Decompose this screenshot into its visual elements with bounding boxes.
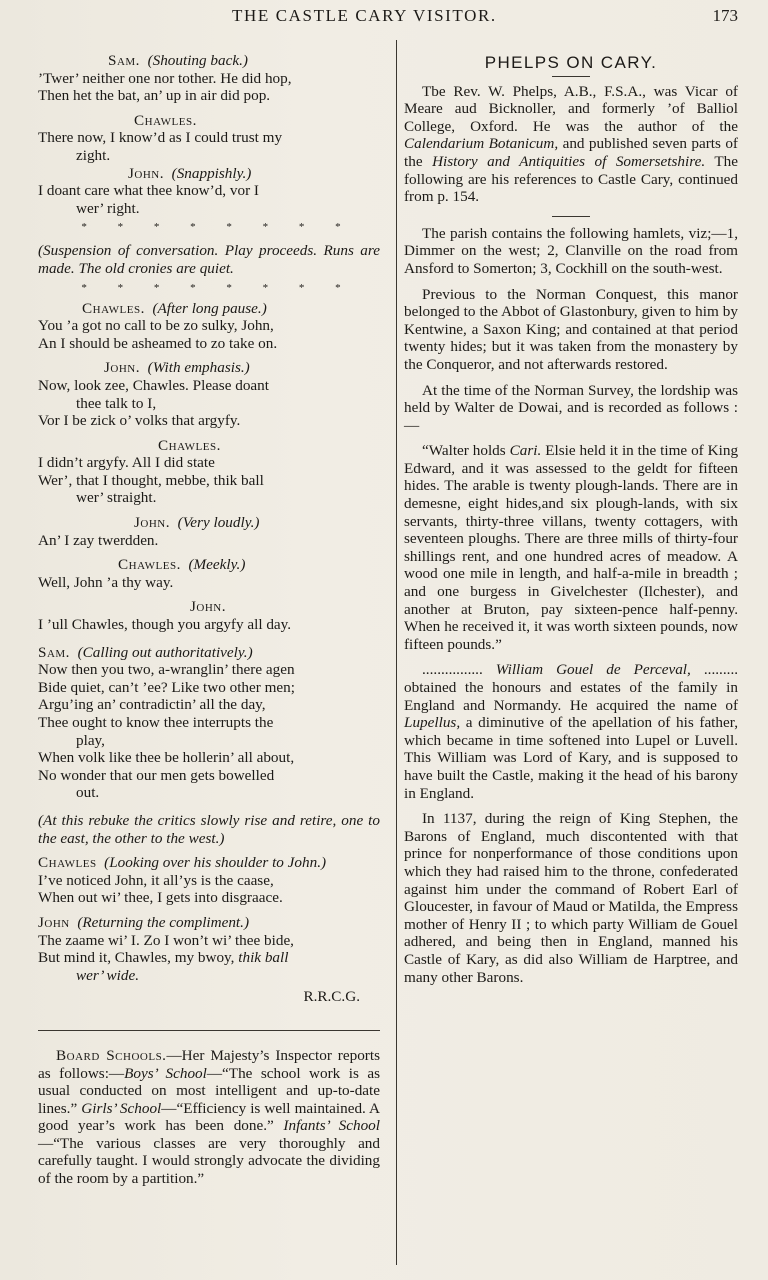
speaker-name: John	[38, 913, 70, 931]
verse-line: Thee ought to know thee interrupts the	[38, 714, 274, 731]
speaker-name: Chawles.	[82, 299, 145, 317]
intro-paragraph: Tbe Rev. W. Phelps, A.B., F.S.A., was Vicar of Meare aud Bicknoller, and formerly ’of Balliol College, Oxford. He was the author of the Calendarium Botanicum, and published seven parts of the History and Antiquities of Somersetshire. The following are his references to Castle Cary, continued from p. 154.	[404, 82, 738, 206]
verse-line-continuation: wer’ straight.	[76, 489, 157, 507]
speaker-name: John.	[104, 359, 141, 377]
speaker-line	[38, 359, 380, 377]
verse-line: No wonder that our men gets bowelled	[38, 766, 275, 784]
verse-line: I didn’t argyfy. All I did state	[38, 454, 215, 472]
verse-line: I’ve noticed John, it all’ys is the caase,	[38, 871, 274, 889]
stage-direction: (Meekly.)	[188, 556, 246, 574]
verse-line: When volk like thee be hollerin’ all about,	[38, 749, 295, 767]
short-rule	[552, 76, 590, 77]
speaker-name: Sam.	[38, 643, 70, 661]
speaker-name: Chawles.	[134, 111, 197, 129]
speaker-line	[38, 112, 380, 130]
running-head	[0, 6, 768, 30]
speaker-name: John.	[134, 514, 171, 532]
article-heading: PHELPS ON CARY.	[484, 53, 658, 72]
verse-line: Now, look zee, Chawles. Please doant	[38, 376, 269, 394]
verse-line: Bide quiet, can’t ’ee? Like two other men;	[38, 678, 295, 696]
verse-line: When out wi’ thee, I gets into disgraace.	[38, 889, 283, 907]
dialogue-block-2	[38, 300, 380, 802]
dialogue-block-3	[38, 872, 380, 907]
quotation-paragraph: “Walter holds Cari. Elsie held it in the time of King Edward, and it was assessed to the geldt for fifteen hides. The arable is twenty plough-lands. There are in demesne, eight hides,and six plough-lands, with six servants, thirty-three villans, twenty cottagers, with seventeen ploughs. There are three mills of thirty-four shillings rent, and one hundred acres of meadow. A wood one mile in length, and half-a-mile in breadth ; and one burgess in Givelchester (Ilchester), and another at Bruton, pay sixteen-pence half-penny. When he received it, it was worth sixteen pounds, now fifteen pounds.”	[404, 442, 739, 653]
verse-line: I doant care what thee know’d, vor I	[38, 182, 259, 200]
paragraph: In 1137, during the reign of King Stephen, the Barons of England, much discontented with that prince for nonperformance of those conditions upon which they had raised him to the throne, confederated against him under the command of Robert Earl of Gloucester, in favour of Maud or Matilda, the Empress mother of Henry II ; to which party William de Gouel adhered, and being then in England, manned his Castle of Kary, as did also William de Harptree, and many other Barons.	[404, 810, 738, 986]
speaker-line	[38, 644, 380, 662]
paragraph: Previous to the Norman Conquest, this manor belonged to the Abbot of Glastonbury, given to him by Kentwine, a Saxon King; and contained at that period twenty hides; but it was taken from the monastery by the Conqueror, and not afterwards restored.	[404, 285, 738, 373]
verse-line: You ’a got no call to be zo sulky, John,	[38, 317, 274, 335]
verse-line: Now then you two, a-wranglin’ there agen	[38, 661, 295, 679]
stage-direction: (Suspension of conversation. Play proceeds. Runs are made. The old cronies are quiet.	[38, 242, 380, 277]
verse-line: But mind it, Chawles, my bwoy, thik ball	[38, 949, 289, 967]
speaker-line	[38, 437, 380, 455]
paragraph: ................ William Gouel de Perceval, ......... obtained the honours and estates of the family in England and Normandy. He acquired the name of Lupellus, a diminutive of the apellation of his father, which became in time softened into Lupel or Luvell. This William was Lord of Kary, and is supposed to have built the Castle, making it the head of his barony in England.	[404, 661, 739, 802]
speaker-line	[38, 300, 380, 318]
stage-direction: (At this rebuke the critics slowly rise and retire, one to the east, the other to the west.)	[38, 811, 380, 847]
verse-line: ’Twer’ neither one nor tother. He did hop,	[38, 69, 292, 87]
stage-direction: (With emphasis.)	[147, 359, 250, 377]
stage-direction: (Very loudly.)	[177, 514, 260, 532]
paragraph: The parish contains the following hamlets, viz;—1, Dimmer on the west; 2, Clanville on the road from Ansford to Somerton; 3, Cockhill on the south-west.	[404, 224, 738, 277]
signature: R.R.C.G.	[303, 988, 360, 1006]
dialogue-block-1	[38, 52, 380, 217]
speaker-name: John.	[128, 164, 165, 182]
stage-direction: (Returning the compliment.)	[77, 913, 250, 931]
board-schools-paragraph: Board Schools.—Her Majesty’s Inspector reports as follows:—Boys’ School—“The school work is as usual conducted on most intelligent and up-to-date lines.” Girls’ School—“Efficiency is well maintained. A good year’s work has been done.” Infants’ School—“The various classes are very thoroughly and carefully taught. I would strongly advocate the dividing of the room by a partition.”	[38, 1046, 381, 1188]
section-rule	[38, 1030, 380, 1031]
stage-direction: (Shouting back.)	[147, 52, 248, 69]
speaker-name: John.	[190, 598, 227, 616]
verse-line: Wer’, that I thought, mebbe, thik ball	[38, 471, 264, 489]
paragraph: At the time of the Norman Survey, the lordship was held by Walter de Dowai, and is recorded as follows :—	[404, 381, 738, 434]
speaker-line	[38, 598, 380, 616]
speaker-name: Sam.	[108, 52, 140, 69]
speaker-line	[38, 914, 380, 932]
verse-line: Vor I be zick o’ volks that argyfy.	[38, 412, 241, 430]
stage-direction: (Calling out authoritatively.)	[77, 643, 253, 661]
speaker-line	[38, 165, 380, 183]
verse-line: There now, I know’d as I could trust my	[38, 129, 283, 147]
verse-line: Well, John ’a thy way.	[38, 573, 174, 591]
verse-line-continuation: out.	[76, 784, 100, 802]
running-title: THE CASTLE CARY VISITOR.	[232, 6, 497, 25]
left-column	[38, 52, 380, 1188]
asterism-divider: * * * * * * * *	[81, 281, 355, 294]
verse-line: Then het the bat, an’ up in air did pop.	[38, 87, 271, 105]
verse-line-continuation: zight.	[76, 146, 111, 164]
verse-line-continuation: wer’ right.	[76, 199, 140, 217]
verse-line: The zaame wi’ I. Zo I won’t wi’ thee bide,	[38, 931, 294, 949]
stage-direction: (Snappishly.)	[171, 164, 252, 182]
speaker-line	[38, 854, 380, 872]
verse-line: I ’ull Chawles, though you argyfy all day.	[38, 616, 292, 634]
asterism-divider: * * * * * * * *	[81, 221, 355, 234]
short-rule	[552, 216, 590, 217]
verse-line: Argu’ing an’ contradictin’ all the day,	[38, 696, 266, 714]
verse-line: An’ I zay twerdden.	[38, 531, 159, 549]
speaker-name: Chawles.	[158, 436, 221, 454]
stage-direction: (Looking over his shoulder to John.)	[104, 854, 327, 872]
speaker-name: Chawles	[38, 854, 97, 872]
verse-line-continuation: play,	[76, 731, 105, 749]
column-divider	[396, 40, 397, 1265]
speaker-line	[38, 514, 380, 532]
speaker-name: Chawles.	[118, 556, 181, 574]
verse-line-continuation: thee talk to I,	[76, 394, 157, 412]
verse-line: wer’ wide.	[76, 966, 139, 984]
verse-line: An I should be asheamed to zo take on.	[38, 334, 278, 352]
right-column	[404, 52, 738, 986]
page-number: 173	[712, 6, 738, 25]
stage-direction: (After long pause.)	[152, 299, 267, 317]
speaker-line	[38, 52, 380, 70]
speaker-line	[38, 556, 380, 574]
